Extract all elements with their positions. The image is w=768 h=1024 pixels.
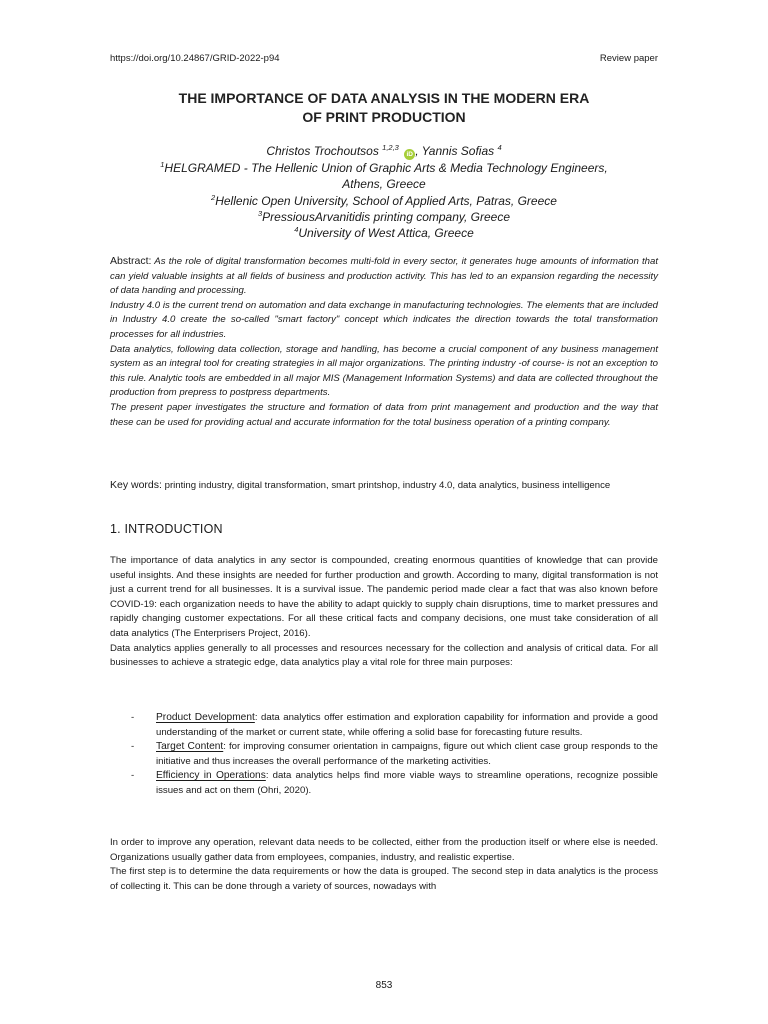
abstract — [110, 254, 658, 430]
page-number: 853 — [375, 980, 393, 991]
affiliation-3-text: PressiousArvanitidis printing company, Greece — [262, 209, 511, 224]
introduction-body-continued — [110, 836, 658, 894]
list-text: : data analytics helps find more viable ways to streamline operations, recognize possible issues and act on them (Ohri, 2020). — [156, 770, 658, 796]
page-header — [110, 53, 658, 64]
intro-paragraph-1: The importance of data analytics in any sector is compounded, creating enormous quantities of knowledge that can provide useful insights. And these insights are needed for further production and growth. According to many, digital transformation is not just a current trend for all businesses. It is a survival issue. The pandemic period made clear a fact that was also known before COVID-19: each organization needs to have the ability to adapt quickly to supply chain disruptions, time to market pressures and rapidly changing customer expectations. For all these critical facts and company decisions, one must take consideration of all data analytics (The Enterprisers Project, 2016). — [110, 555, 658, 639]
abstract-paragraph-2: Industry 4.0 is the current trend on automation and data exchange in manufacturing technologies. The elements that are included in Industry 4.0 create the so-called "smart factory" concept which indicates the direction towards the total transformation processes for all industries. — [110, 299, 658, 340]
affiliation-2-marker: 2 — [211, 192, 216, 202]
keywords-text: printing industry, digital transformation, smart printshop, industry 4.0, data analytics, business intelligence — [161, 480, 611, 491]
doi-link[interactable]: https://doi.org/10.24867/GRID-2022-p94 — [110, 53, 280, 64]
author-2: , Yannis Sofias — [415, 144, 495, 158]
author-2-affiliations: 4 — [497, 143, 502, 152]
paper-type: Review paper — [599, 53, 658, 64]
author-1-affiliations: 1,2,3 — [382, 143, 399, 152]
orcid-icon[interactable]: iD — [404, 149, 415, 160]
abstract-paragraph-4: The present paper investigates the structure and formation of data from print management and production and the way that these can be used for providing actual and accurate information for the total business operation of a printing company. — [110, 401, 658, 428]
affiliation-4-text: University of West Attica, Greece — [298, 226, 474, 241]
affiliation-2-text: Hellenic Open University, School of Applied Arts, Patras, Greece — [215, 193, 557, 208]
affiliation-1-marker: 1 — [160, 160, 165, 169]
abstract-paragraph-1 — [110, 254, 658, 299]
list-dash: - — [131, 770, 135, 782]
abstract-text-1: As the role of digital transformation becomes multi-fold in every sector, it generates huge amounts of information that can yield valuable insights at all fields of business and production activity. This has led to an expansion regarding the necessity of data handing and processing. — [110, 256, 658, 297]
list-term: Target Content — [156, 741, 224, 753]
list-item — [110, 740, 658, 769]
abstract-paragraph-3: Data analytics, following data collection, storage and handling, has become a crucial component of any business management system as an integral tool for creating strategies in all major organizations. The printing industry -of course- is not an exception to this rule. Analytic tools are embedded in all major MIS (Management Information Systems) and data are collected throughout the production from prepress to postpress departments. — [110, 343, 658, 399]
affiliation-1-line-1: HELGRAMED - The Hellenic Union of Graphic Arts & Media Technology Engineers, — [164, 161, 608, 175]
author-block — [0, 143, 768, 241]
title-line-2: OF PRINT PRODUCTION — [302, 109, 466, 125]
introduction-body — [110, 554, 658, 671]
keywords — [110, 478, 658, 494]
list-text: : data analytics offer estimation and exploration capability for information and provide a good understanding of the market or current state, while offering a solid base for forecasting future results. — [156, 712, 658, 738]
list-dash: - — [131, 741, 135, 753]
list-item — [110, 711, 658, 740]
abstract-label: Abstract: — [110, 255, 152, 267]
title-line-1: THE IMPORTANCE OF DATA ANALYSIS IN THE MODERN ERA — [178, 90, 590, 106]
section-heading-introduction: 1. INTRODUCTION — [110, 522, 223, 536]
affiliation-3 — [0, 209, 768, 225]
intro-paragraph-4: The first step is to determine the data requirements or how the data is grouped. The second step in data analytics is the process of collecting it. This can be done through a variety of sources, nowadays with — [110, 866, 658, 892]
affiliation-4-marker: 4 — [294, 225, 299, 235]
affiliation-3-marker: 3 — [257, 208, 263, 218]
list-term: Efficiency in Operations — [156, 770, 266, 782]
affiliation-4 — [0, 225, 768, 241]
author-line — [0, 143, 768, 160]
list-item — [110, 769, 658, 798]
affiliation-1 — [0, 160, 768, 176]
list-term: Product Development — [156, 712, 255, 723]
intro-paragraph-2: Data analytics applies generally to all processes and resources necessary for the collection and analysis of critical data. For all businesses to achieve a strategic edge, data analytics play a vital role for three main purposes: — [110, 642, 658, 669]
list-text: : for improving consumer orientation in campaigns, figure out which client case group responds to the initiative and thus increases the overall performance of the marketing activities. — [156, 741, 659, 767]
author-1: Christos Trochoutsos — [266, 144, 379, 158]
purposes-list — [110, 711, 658, 799]
affiliation-1-line-2: Athens, Greece — [342, 177, 426, 192]
intro-paragraph-3: In order to improve any operation, relevant data needs to be collected, either from the production itself or where else is needed. Organizations usually gather data from employees, companies, industry, and realistic expertise. — [110, 837, 658, 863]
keywords-label: Key words: — [110, 479, 162, 491]
affiliation-2 — [0, 193, 768, 209]
list-dash: - — [131, 712, 135, 723]
paper-title — [0, 89, 768, 127]
